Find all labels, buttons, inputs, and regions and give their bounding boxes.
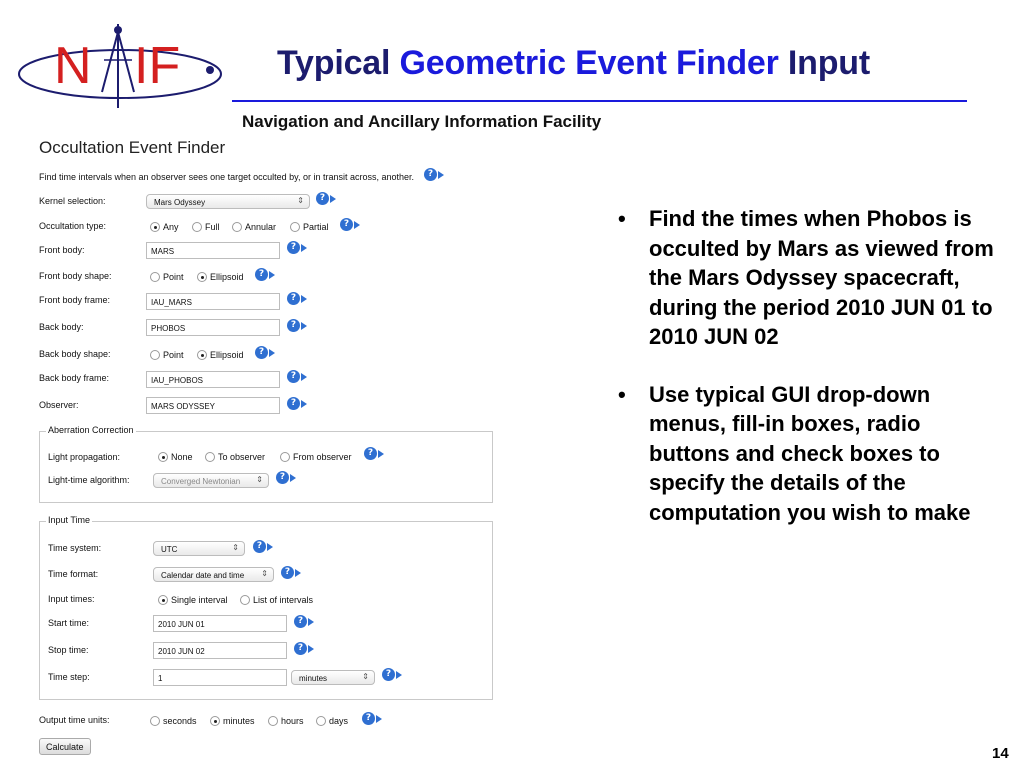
- help-arrow: [301, 295, 307, 303]
- select-arrow-icon: ⇕: [256, 475, 263, 484]
- help-icon[interactable]: [276, 471, 296, 484]
- radio-label: days: [329, 716, 349, 726]
- back-body-frame-label: Back body frame:: [39, 373, 110, 383]
- radio-dot: [197, 350, 207, 360]
- title-divider: [232, 100, 967, 102]
- slide-title-part1: Typical: [277, 44, 391, 82]
- occultation-type-annular-radio[interactable]: [232, 222, 276, 232]
- help-q: ?: [287, 241, 300, 254]
- kernel-selection-select[interactable]: [146, 194, 310, 209]
- help-icon[interactable]: [382, 668, 402, 681]
- slide-title: [277, 44, 870, 83]
- radio-dot: [205, 452, 215, 462]
- help-q: ?: [276, 471, 289, 484]
- back-body-frame-input[interactable]: IAU_PHOBOS: [146, 371, 280, 388]
- help-q: ?: [287, 292, 300, 305]
- radio-label: Any: [163, 222, 179, 232]
- time-format-label: Time format:: [48, 569, 99, 579]
- time-step-label: Time step:: [48, 672, 90, 682]
- observer-label: Observer:: [39, 400, 79, 410]
- start-time-label: Start time:: [48, 618, 90, 628]
- output-units-minutes-radio[interactable]: [210, 716, 255, 726]
- help-arrow: [378, 450, 384, 458]
- page-number: 14: [992, 745, 1009, 762]
- help-arrow: [376, 715, 382, 723]
- help-q: ?: [294, 615, 307, 628]
- svg-text:N: N: [54, 37, 92, 95]
- slide-subtitle: Navigation and Ancillary Information Facility: [242, 112, 602, 131]
- radio-dot: [150, 272, 160, 282]
- occultation-type-label: Occultation type:: [39, 221, 107, 231]
- form-intro: Find time intervals when an observer sees one target occulted by, or in transit across, another.: [39, 172, 415, 182]
- aberration-correction-legend: Aberration Correction: [48, 425, 134, 435]
- light-time-algorithm-value: Converged Newtonian: [161, 477, 241, 486]
- help-q: ?: [287, 319, 300, 332]
- radio-dot: [232, 222, 242, 232]
- radio-label: Full: [205, 222, 220, 232]
- time-system-label: Time system:: [48, 543, 102, 553]
- help-q: ?: [287, 397, 300, 410]
- front-body-shape-label: Front body shape:: [39, 271, 112, 281]
- help-arrow: [290, 474, 296, 482]
- radio-dot: [290, 222, 300, 232]
- input-times-single-interval-radio[interactable]: [158, 595, 228, 605]
- slide-title-part3: Input: [787, 44, 870, 82]
- select-arrow-icon: ⇕: [297, 196, 304, 205]
- help-arrow: [354, 221, 360, 229]
- help-icon[interactable]: [294, 615, 314, 628]
- help-icon[interactable]: [281, 566, 301, 579]
- help-icon[interactable]: [255, 268, 275, 281]
- light-propagation-from-observer-radio[interactable]: [280, 452, 352, 462]
- radio-dot: [150, 222, 160, 232]
- radio-dot: [150, 716, 160, 726]
- light-time-algorithm-select[interactable]: [153, 473, 269, 488]
- radio-dot: [197, 272, 207, 282]
- help-q: ?: [253, 540, 266, 553]
- light-propagation-label: Light propagation:: [48, 452, 121, 462]
- time-system-select[interactable]: [153, 541, 245, 556]
- help-q: ?: [340, 218, 353, 231]
- radio-label: Single interval: [171, 595, 228, 605]
- stop-time-input[interactable]: 2010 JUN 02: [153, 642, 287, 659]
- bullet-list: [617, 204, 997, 555]
- bullet-item: • Use typical GUI drop-down menus, fill-in boxes, radio buttons and check boxes to specify the details of the computation you wish to make: [617, 380, 997, 528]
- help-arrow: [330, 195, 336, 203]
- output-units-seconds-radio[interactable]: [150, 716, 197, 726]
- radio-dot: [240, 595, 250, 605]
- back-body-shape-ellipsoid-radio[interactable]: [197, 350, 244, 360]
- help-icon[interactable]: [253, 540, 273, 553]
- input-time-legend: Input Time: [48, 515, 91, 525]
- radio-label: Partial: [303, 222, 329, 232]
- help-arrow: [438, 171, 444, 179]
- help-icon[interactable]: [287, 292, 307, 305]
- radio-dot: [268, 716, 278, 726]
- radio-label: Ellipsoid: [210, 350, 244, 360]
- time-step-unit-value: minutes: [299, 674, 328, 683]
- help-icon[interactable]: [287, 241, 307, 254]
- kernel-selection-value: Mars Odyssey: [154, 198, 206, 207]
- front-body-frame-input[interactable]: IAU_MARS: [146, 293, 280, 310]
- stop-time-label: Stop time:: [48, 645, 89, 655]
- help-arrow: [308, 645, 314, 653]
- light-time-algorithm-label: Light-time algorithm:: [48, 475, 130, 485]
- slide-title-part2: Geometric Event Finder: [399, 44, 779, 82]
- occultation-type-partial-radio[interactable]: [290, 222, 329, 232]
- radio-label: From observer: [293, 452, 352, 462]
- observer-input[interactable]: MARS ODYSSEY: [146, 397, 280, 414]
- help-q: ?: [362, 712, 375, 725]
- help-arrow: [396, 671, 402, 679]
- kernel-selection-label: Kernel selection:: [39, 196, 106, 206]
- time-system-value: UTC: [161, 545, 178, 554]
- time-step-input[interactable]: 1: [153, 669, 287, 686]
- light-propagation-to-observer-radio[interactable]: [205, 452, 265, 462]
- select-arrow-icon: ⇕: [362, 672, 369, 681]
- back-body-label: Back body:: [39, 322, 84, 332]
- help-q: ?: [364, 447, 377, 460]
- help-q: ?: [255, 346, 268, 359]
- help-q: ?: [316, 192, 329, 205]
- help-q: ?: [424, 168, 437, 181]
- help-arrow: [269, 349, 275, 357]
- start-time-input[interactable]: 2010 JUN 01: [153, 615, 287, 632]
- front-body-shape-point-radio[interactable]: [150, 272, 184, 282]
- radio-label: Point: [163, 350, 184, 360]
- help-q: ?: [287, 370, 300, 383]
- radio-dot: [280, 452, 290, 462]
- radio-dot: [150, 350, 160, 360]
- help-icon[interactable]: [294, 642, 314, 655]
- output-units-hours-radio[interactable]: [268, 716, 304, 726]
- svg-text:IF: IF: [134, 37, 181, 95]
- front-body-shape-ellipsoid-radio[interactable]: [197, 272, 244, 282]
- time-format-value: Calendar date and time: [161, 571, 245, 580]
- radio-label: To observer: [218, 452, 266, 462]
- help-icon[interactable]: [364, 447, 384, 460]
- help-icon[interactable]: [340, 218, 360, 231]
- radio-dot: [316, 716, 326, 726]
- help-arrow: [301, 244, 307, 252]
- back-body-shape-label: Back body shape:: [39, 349, 111, 359]
- calculate-button[interactable]: Calculate: [39, 738, 91, 755]
- help-arrow: [267, 543, 273, 551]
- help-arrow: [301, 322, 307, 330]
- input-times-label: Input times:: [48, 594, 95, 604]
- radio-label: Ellipsoid: [210, 272, 244, 282]
- form-title: Occultation Event Finder: [39, 138, 226, 157]
- radio-label: List of intervals: [253, 595, 314, 605]
- bullet-item: • Find the times when Phobos is occulted by Mars as viewed from the Mars Odyssey spacecraft, during the period 2010 JUN 01 to 2010 JUN 02: [617, 204, 997, 352]
- radio-label: None: [171, 452, 193, 462]
- radio-label: seconds: [163, 716, 197, 726]
- back-body-shape-point-radio[interactable]: [150, 350, 184, 360]
- help-arrow: [308, 618, 314, 626]
- output-units-days-radio[interactable]: [316, 716, 348, 726]
- select-arrow-icon: ⇕: [261, 569, 268, 578]
- front-body-frame-label: Front body frame:: [39, 295, 111, 305]
- radio-label: minutes: [223, 716, 255, 726]
- front-body-input[interactable]: MARS: [146, 242, 280, 259]
- help-icon[interactable]: [316, 192, 336, 205]
- output-time-units-label: Output time units:: [39, 715, 110, 725]
- help-icon[interactable]: [287, 397, 307, 410]
- naif-logo: [14, 20, 232, 110]
- select-arrow-icon: ⇕: [232, 543, 239, 552]
- help-q: ?: [281, 566, 294, 579]
- radio-dot: [210, 716, 220, 726]
- help-icon[interactable]: [287, 319, 307, 332]
- time-format-select[interactable]: [153, 567, 274, 582]
- radio-dot: [192, 222, 202, 232]
- occultation-type-any-radio[interactable]: [150, 222, 179, 232]
- help-q: ?: [382, 668, 395, 681]
- help-arrow: [301, 400, 307, 408]
- help-q: ?: [294, 642, 307, 655]
- radio-dot: [158, 595, 168, 605]
- radio-dot: [158, 452, 168, 462]
- help-icon[interactable]: [255, 346, 275, 359]
- aberration-correction-fieldset: [39, 431, 493, 503]
- time-step-unit-select[interactable]: [291, 670, 375, 685]
- radio-label: Point: [163, 272, 184, 282]
- input-times-list-of-intervals-radio[interactable]: [240, 595, 313, 605]
- help-icon[interactable]: [424, 168, 444, 181]
- occultation-type-full-radio[interactable]: [192, 222, 220, 232]
- back-body-input[interactable]: PHOBOS: [146, 319, 280, 336]
- help-q: ?: [255, 268, 268, 281]
- help-icon[interactable]: [362, 712, 382, 725]
- help-arrow: [295, 569, 301, 577]
- radio-label: hours: [281, 716, 304, 726]
- help-arrow: [301, 373, 307, 381]
- light-propagation-none-radio[interactable]: [158, 452, 193, 462]
- help-arrow: [269, 271, 275, 279]
- radio-label: Annular: [245, 222, 277, 232]
- front-body-label: Front body:: [39, 245, 85, 255]
- help-icon[interactable]: [287, 370, 307, 383]
